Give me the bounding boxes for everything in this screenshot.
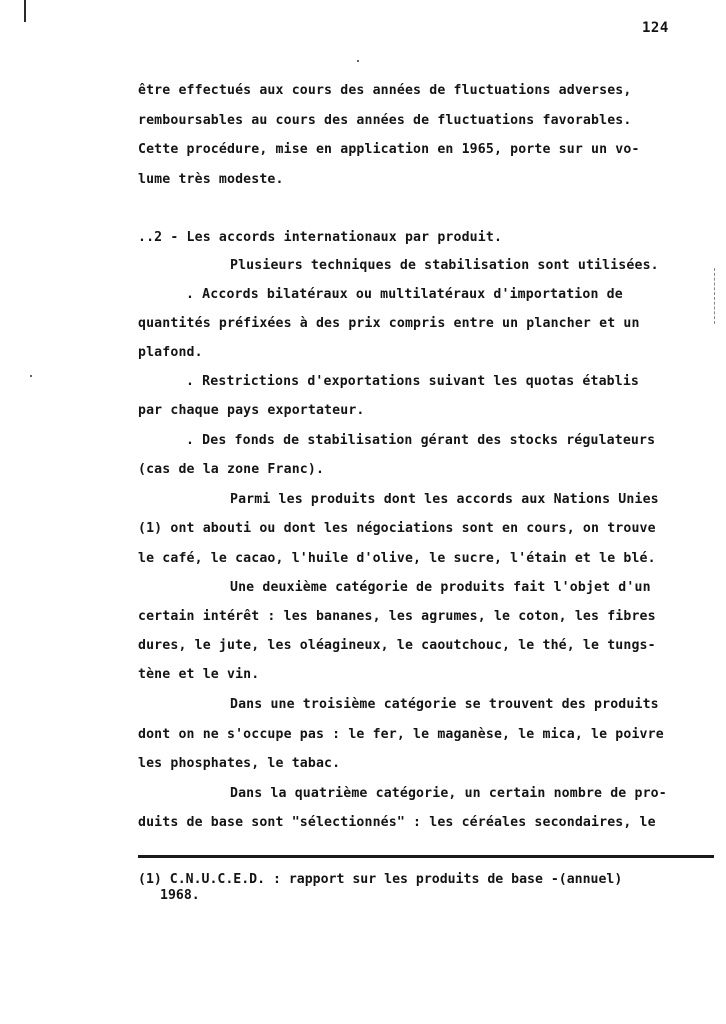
body-line: les phosphates, le tabac.	[138, 756, 341, 771]
scan-edge-mark	[24, 0, 26, 22]
body-line: dont on ne s'occupe pas : le fer, le maganèse, le mica, le poivre	[138, 727, 664, 742]
footnote-line: 1968.	[160, 888, 200, 903]
body-line: lume très modeste.	[138, 172, 284, 187]
body-line: (1) ont abouti ou dont les négociations sont en cours, on trouve	[138, 521, 656, 536]
page-number: 124	[642, 20, 669, 36]
body-line: duits de base sont "sélectionnés" : les céréales secondaires, le	[138, 815, 656, 830]
body-line: être effectués aux cours des années de fluctuations adverses,	[138, 83, 632, 98]
body-line: dures, le jute, les oléagineux, le caoutchouc, le thé, le tungs-	[138, 638, 656, 653]
section-heading: ..2 - Les accords internationaux par produit.	[138, 230, 503, 245]
body-line: par chaque pays exportateur.	[138, 403, 365, 418]
body-line: . Restrictions d'exportations suivant les quotas établis	[186, 374, 640, 389]
body-line: Parmi les produits dont les accords aux Nations Unies	[230, 492, 659, 507]
body-line: le café, le cacao, l'huile d'olive, le sucre, l'étain et le blé.	[138, 551, 656, 566]
scan-speck	[30, 375, 32, 377]
scan-speck	[357, 60, 359, 62]
body-line: remboursables au cours des années de fluctuations favorables.	[138, 113, 632, 128]
footnote-separator	[138, 855, 714, 858]
body-line: . Accords bilatéraux ou multilatéraux d'importation de	[186, 287, 623, 302]
body-line: . Des fonds de stabilisation gérant des stocks régulateurs	[186, 433, 656, 448]
scan-edge-mark-right	[714, 268, 716, 324]
body-line: Cette procédure, mise en application en 1965, porte sur un vo-	[138, 142, 640, 157]
body-line: Plusieurs techniques de stabilisation sont utilisées.	[230, 258, 659, 273]
body-line: tène et le vin.	[138, 667, 260, 682]
body-line: certain intérêt : les bananes, les agrumes, le coton, les fibres	[138, 609, 656, 624]
footnote-line: (1) C.N.U.C.E.D. : rapport sur les produits de base -(annuel)	[138, 872, 623, 887]
body-line: plafond.	[138, 345, 203, 360]
body-line: quantités préfixées à des prix compris entre un plancher et un	[138, 316, 640, 331]
body-line: Une deuxième catégorie de produits fait l'objet d'un	[230, 580, 651, 595]
body-line: (cas de la zone Franc).	[138, 462, 325, 477]
body-line: Dans une troisième catégorie se trouvent des produits	[230, 697, 659, 712]
body-line: Dans la quatrième catégorie, un certain nombre de pro-	[230, 786, 667, 801]
